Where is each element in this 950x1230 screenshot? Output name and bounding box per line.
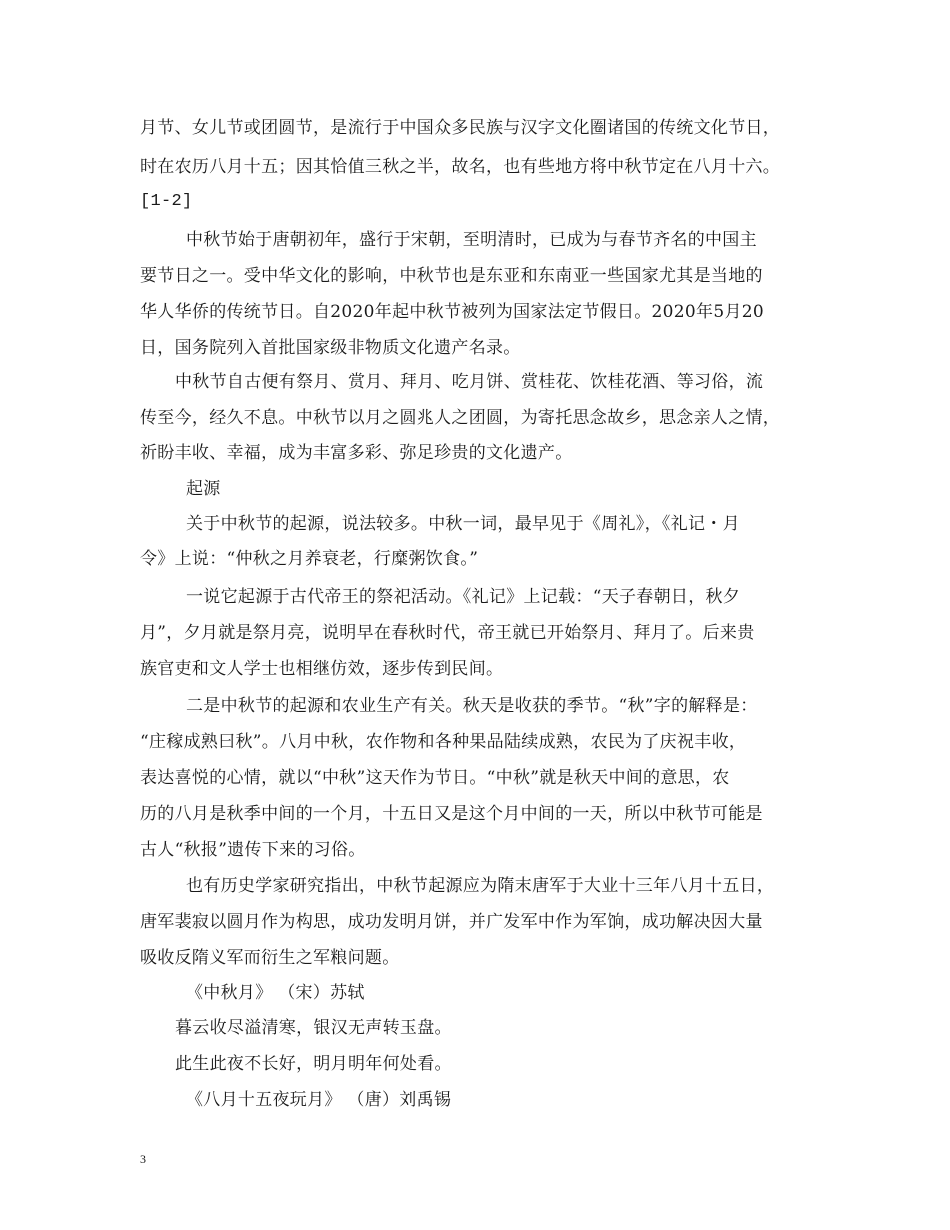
body-line: 令》上说：“仲秋之月养衰老，行糜粥饮食。” (140, 549, 479, 569)
poem-title: 《八月十五夜玩月》 （唐）刘禹锡 (186, 1090, 452, 1110)
body-line: 关于中秋节的起源，说法较多。中秋一词，最早见于《周礼》，《礼记・月 (186, 514, 740, 534)
body-line: 中秋节自古便有祭月、赏月、拜月、吃月饼、赏桂花、饮桂花酒、等习俗，流 (175, 372, 764, 392)
body-line: 也有历史学家研究指出，中秋节起源应为隋末唐军于大业十三年八月十五日， (186, 876, 775, 896)
body-line: 中秋节始于唐朝初年，盛行于宋朝，至明清时，已成为与春节齐名的中国主 (186, 230, 757, 250)
poem-line: 暮云收尽溢清寒，银汉无声转玉盘。 (175, 1018, 452, 1038)
body-line: 月”，夕月就是祭月亮，说明早在春秋时代，帝王就已开始祭月、拜月了。后来贵 (140, 623, 755, 643)
body-line: 华人华侨的传统节日。自2020年起中秋节被列为国家法定节假日。2020年5月20 (140, 302, 764, 322)
body-line: 一说它起源于古代帝王的祭祀活动。《礼记》上记载：“天子春朝日，秋夕 (186, 587, 741, 607)
body-line: [1-2] (140, 192, 193, 211)
section-heading: 起源 (186, 479, 221, 499)
body-line: 吸收反隋义军而衍生之军粮问题。 (140, 948, 400, 968)
body-line: 月节、女儿节或团圆节，是流行于中国众多民族与汉字文化圈诸国的传统文化节日， (140, 118, 781, 138)
body-line: 传至今，经久不息。中秋节以月之圆兆人之团圆，为寄托思念故乡，思念亲人之情， (140, 408, 781, 428)
body-line: 古人“秋报”遗传下来的习俗。 (140, 840, 366, 860)
body-line: 日，国务院列入首批国家级非物质文化遗产名录。 (140, 338, 521, 358)
body-line: “庄稼成熟曰秋”。八月中秋，农作物和各种果品陆续成熟，农民为了庆祝丰收， (140, 732, 747, 752)
body-line: 祈盼丰收、幸福，成为丰富多彩、弥足珍贵的文化遗产。 (140, 443, 573, 463)
poem-line: 此生此夜不长好，明月明年何处看。 (175, 1054, 452, 1074)
body-line: 族官吏和文人学士也相继仿效，逐步传到民间。 (140, 659, 504, 679)
body-line: 表达喜悦的心情，就以“中秋”这天作为节日。“中秋”就是秋天中间的意思，农 (140, 768, 730, 788)
body-line: 二是中秋节的起源和农业生产有关。秋天是收获的季节。“秋”字的解释是： (186, 696, 758, 716)
body-line: 要节日之一。受中华文化的影响，中秋节也是东亚和东南亚一些国家尤其是当地的 (140, 266, 763, 286)
poem-title: 《中秋月》 （宋）苏轼 (186, 983, 365, 1003)
body-line: 唐军裴寂以圆月作为构思，成功发明月饼，并广发军中作为军饷，成功解决因大量 (140, 912, 763, 932)
body-line: 历的八月是秋季中间的一个月，十五日又是这个月中间的一天，所以中秋节可能是 (140, 804, 763, 824)
page-number: 3 (140, 1152, 146, 1166)
body-line: 时在农历八月十五；因其恰值三秋之半，故名，也有些地方将中秋节定在八月十六。 (140, 157, 781, 177)
